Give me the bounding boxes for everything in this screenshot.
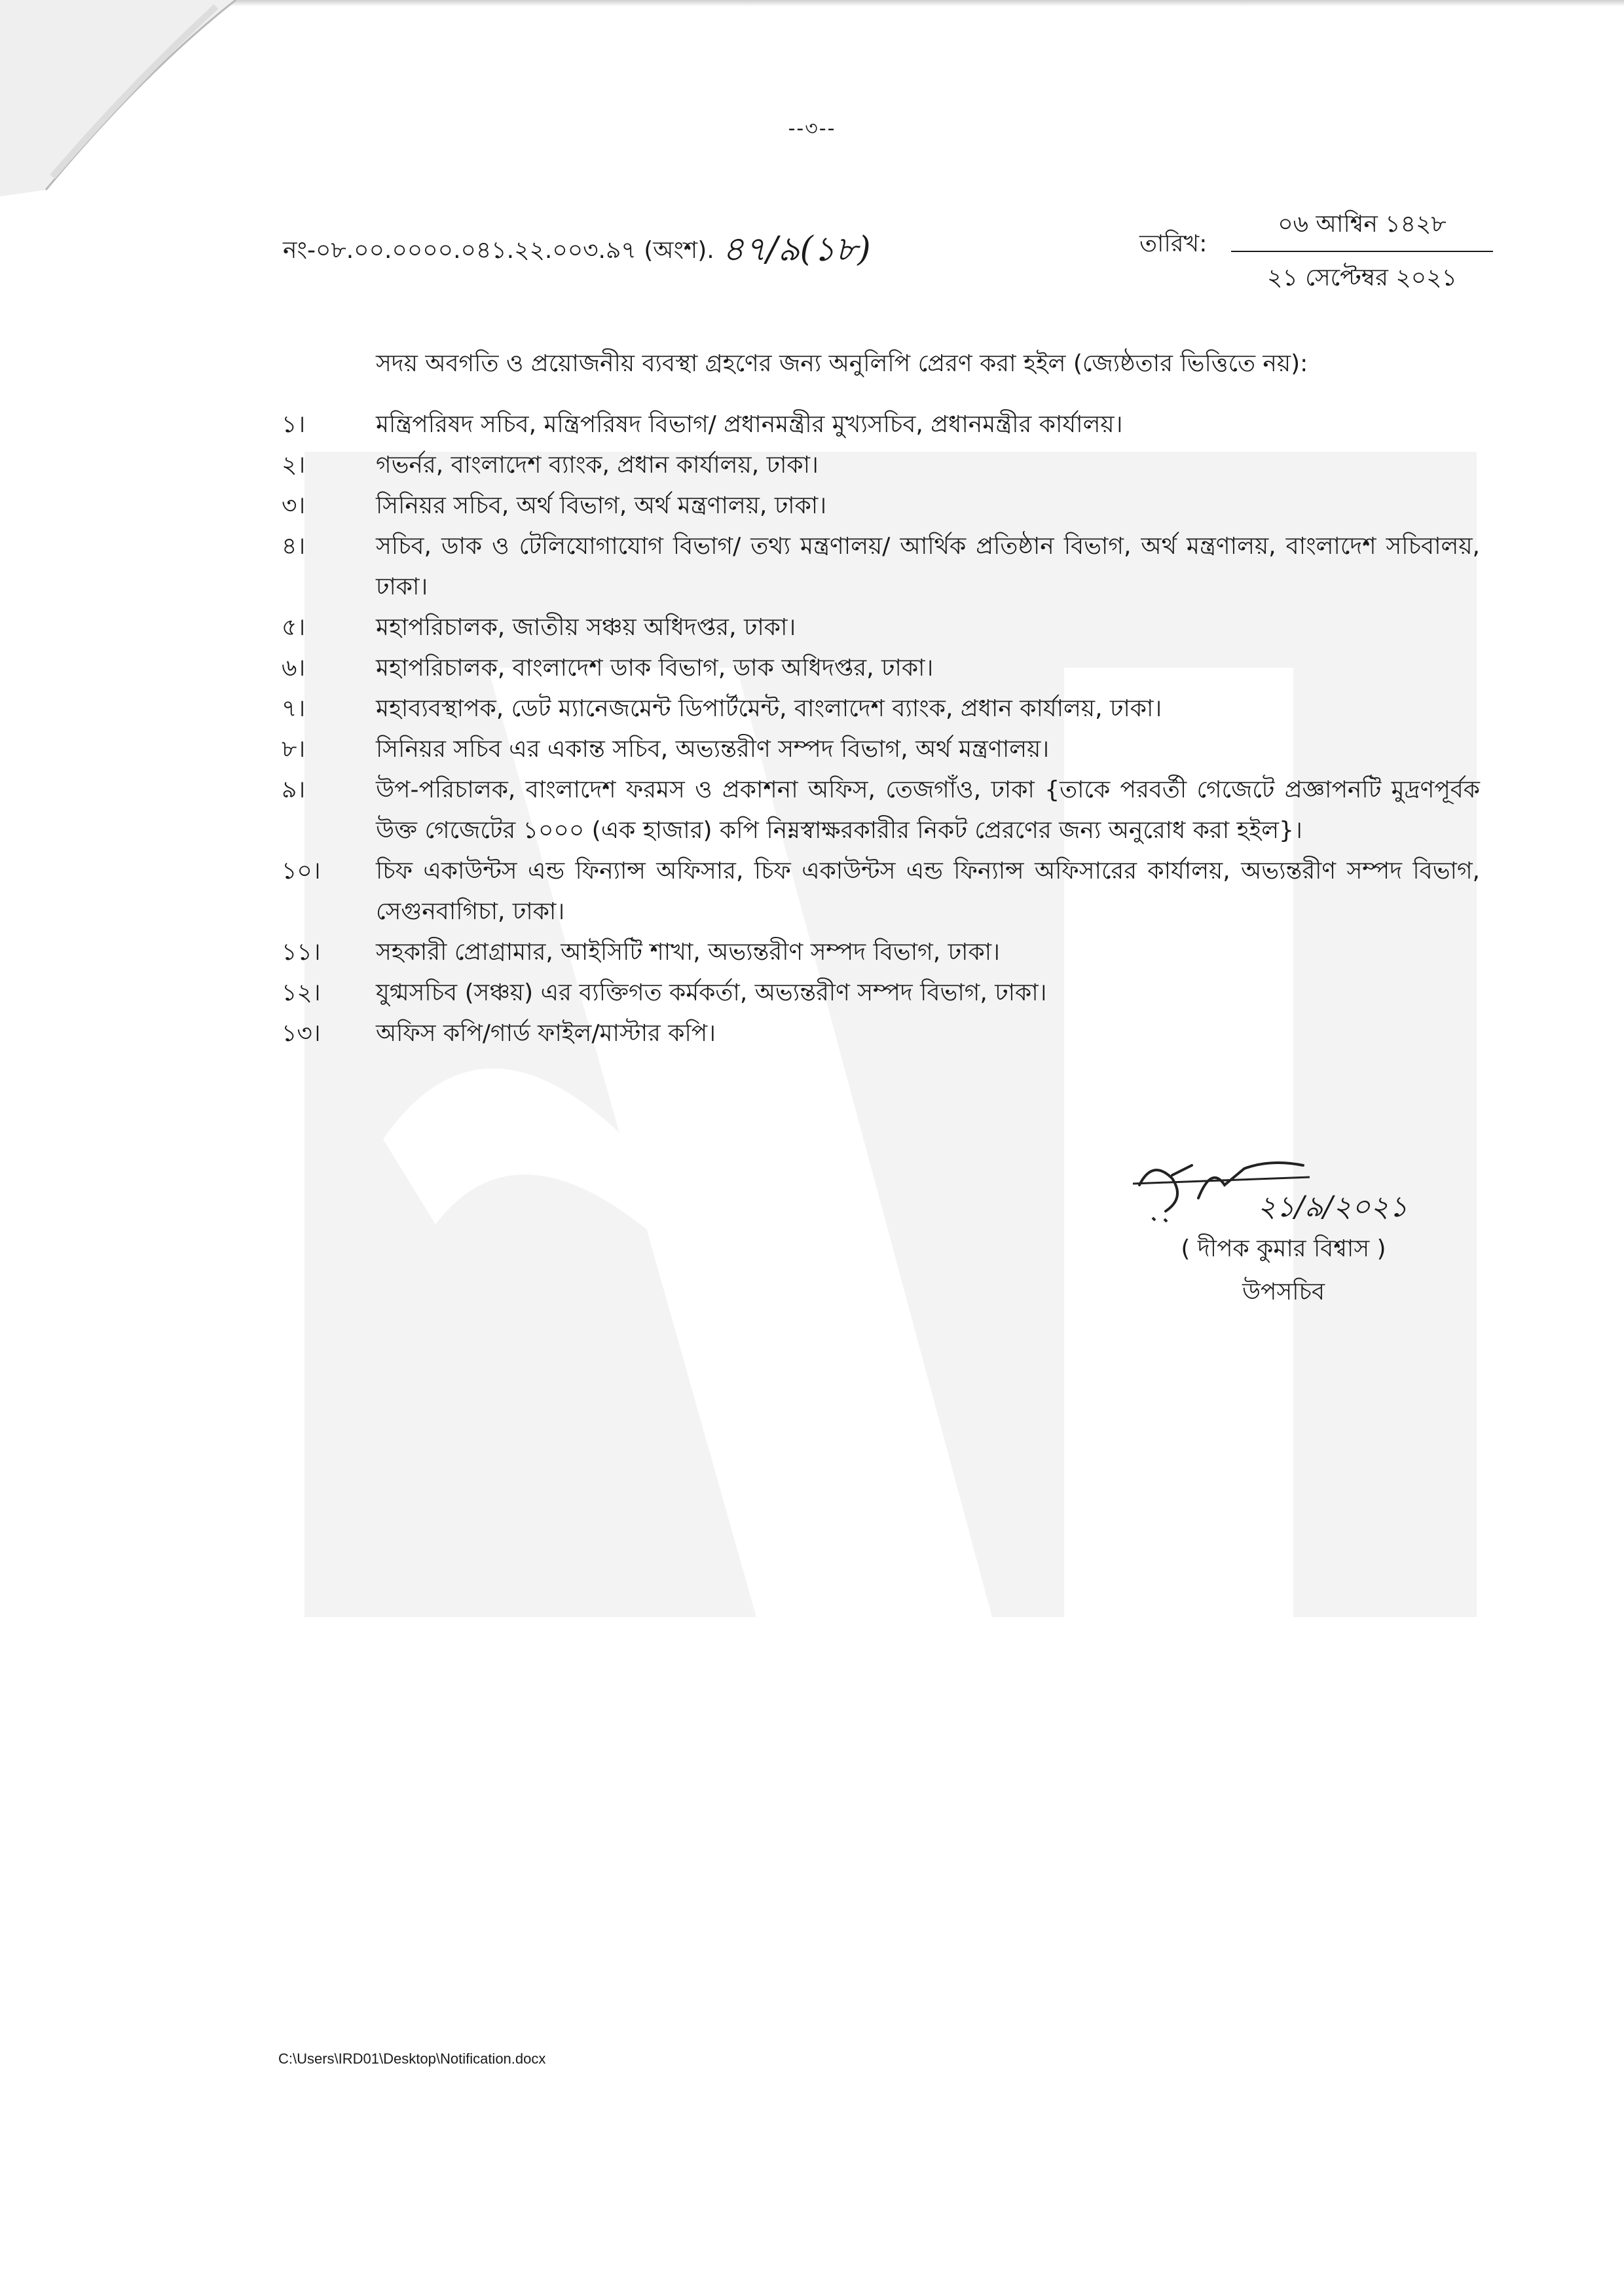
distribution-item-text: সচিব, ডাক ও টেলিযোগাযোগ বিভাগ/ তথ্য মন্ত্রণালয়/ আর্থিক প্রতিষ্ঠান বিভাগ, অর্থ মন্ত্রণালয়, বাংলাদেশ সচিবালয়, ঢাকা। bbox=[376, 533, 1480, 600]
signature-block bbox=[1113, 1139, 1480, 1309]
distribution-item-number: ৮। bbox=[282, 736, 306, 763]
distribution-item bbox=[282, 689, 1480, 729]
distribution-item-text: মন্ত্রিপরিষদ সচিব, মন্ত্রিপরিষদ বিভাগ/ প্রধানমন্ত্রীর মুখ্যসচিব, প্রধানমন্ত্রীর কার্যালয়। bbox=[376, 411, 1123, 438]
date-label: তারিখ: bbox=[1139, 230, 1208, 257]
distribution-item-text: চিফ একাউন্টস এন্ড ফিন্যান্স অফিসার, চিফ একাউন্টস এন্ড ফিন্যান্স অফিসারের কার্যালয়, অভ্যন্তরীণ সম্পদ বিভাগ, সেগুনবাগিচা, ঢাকা। bbox=[376, 858, 1480, 925]
memo-reference bbox=[283, 223, 871, 280]
distribution-item bbox=[282, 770, 1480, 851]
memo-number: নং-০৮.০০.০০০০.০৪১.২২.০০৩.৯৭ (অংশ). bbox=[283, 237, 714, 264]
distribution-item-text: মহাব্যবস্থাপক, ডেট ম্যানেজমেন্ট ডিপার্টমেন্ট, বাংলাদেশ ব্যাংক, প্রধান কার্যালয়, ঢাকা। bbox=[376, 695, 1162, 722]
signature-date: ২১/৯/২০২১ bbox=[1257, 1190, 1408, 1224]
handwritten-memo-number: ৪৭/৯(১৮) bbox=[722, 230, 871, 269]
distribution-item bbox=[282, 526, 1480, 608]
distribution-item bbox=[282, 729, 1480, 770]
distribution-item bbox=[282, 608, 1480, 648]
distribution-item-text: সিনিয়র সচিব, অর্থ বিভাগ, অর্থ মন্ত্রণালয়, ঢাকা। bbox=[376, 492, 827, 519]
distribution-list bbox=[282, 405, 1480, 1054]
distribution-item bbox=[282, 932, 1480, 973]
distribution-item-text: সিনিয়র সচিব এর একান্ত সচিব, অভ্যন্তরীণ সম্পদ বিভাগ, অর্থ মন্ত্রণালয়। bbox=[376, 736, 1050, 763]
english-date: ২১ সেপ্টেম্বর ২০২১ bbox=[1267, 264, 1457, 291]
distribution-item bbox=[282, 486, 1480, 526]
distribution-item bbox=[282, 851, 1480, 932]
distribution-item-text: সহকারী প্রোগ্রামার, আইসিটি শাখা, অভ্যন্তরীণ সম্পদ বিভাগ, ঢাকা। bbox=[376, 939, 1000, 966]
intro-text: সদয় অবগতি ও প্রয়োজনীয় ব্যবস্থা গ্রহণের জন্য অনুলিপি প্রেরণ করা হইল (জ্যেষ্ঠতার ভিত্তিতে নয়): bbox=[376, 350, 1308, 377]
distribution-item-number: ১১। bbox=[282, 939, 321, 966]
distribution-item-text: উপ-পরিচালক, বাংলাদেশ ফরমস ও প্রকাশনা অফিস, তেজগাঁও, ঢাকা {তাকে পরবর্তী গেজেটে প্রজ্ঞাপনটি মুদ্রণপূর্বক উক্ত গেজেটের ১০০০ (এক হাজার) কপি নিম্নস্বাক্ষরকারীর নিকট প্রেরণের জন্য অনুরোধ করা হইল}। bbox=[376, 776, 1480, 844]
distribution-item bbox=[282, 648, 1480, 689]
distribution-item-number: ৪। bbox=[282, 533, 306, 560]
folded-corner bbox=[0, 0, 275, 196]
distribution-item-number: ১। bbox=[282, 411, 306, 438]
distribution-item bbox=[282, 973, 1480, 1013]
date-block bbox=[1231, 206, 1493, 299]
distribution-item-text: গভর্নর, বাংলাদেশ ব্যাংক, প্রধান কার্যালয়, ঢাকা। bbox=[376, 452, 819, 479]
distribution-item-number: ৬। bbox=[282, 655, 306, 682]
distribution-item-text: মহাপরিচালক, বাংলাদেশ ডাক বিভাগ, ডাক অধিদপ্তর, ঢাকা। bbox=[376, 655, 934, 682]
bangla-date: ০৬ আশ্বিন ১৪২৮ bbox=[1231, 206, 1493, 252]
distribution-item-number: ৯। bbox=[282, 776, 306, 803]
file-path-footer: C:\Users\IRD01\Desktop\Notification.docx bbox=[278, 2050, 546, 2067]
distribution-item bbox=[282, 405, 1480, 445]
distribution-item-number: ১২। bbox=[282, 979, 321, 1006]
distribution-item-number: ১৩। bbox=[282, 1020, 321, 1047]
signer-title: উপসচিব bbox=[1242, 1279, 1325, 1305]
distribution-item-number: ৫। bbox=[282, 614, 306, 641]
signer-name: ( দীপক কুমার বিশ্বাস ) bbox=[1181, 1235, 1386, 1262]
distribution-item-number: ৩। bbox=[282, 492, 306, 519]
distribution-item-text: অফিস কপি/গার্ড ফাইল/মাস্টার কপি। bbox=[376, 1020, 716, 1047]
distribution-item bbox=[282, 445, 1480, 486]
distribution-item-number: ২। bbox=[282, 452, 306, 479]
page-number: --৩-- bbox=[788, 117, 836, 140]
distribution-item-text: মহাপরিচালক, জাতীয় সঞ্চয় অধিদপ্তর, ঢাকা। bbox=[376, 614, 796, 641]
distribution-item-number: ১০। bbox=[282, 858, 321, 884]
distribution-item-text: যুগ্মসচিব (সঞ্চয়) এর ব্যক্তিগত কর্মকর্তা, অভ্যন্তরীণ সম্পদ বিভাগ, ঢাকা। bbox=[376, 979, 1047, 1006]
distribution-item-number: ৭। bbox=[282, 695, 306, 722]
distribution-item bbox=[282, 1013, 1480, 1054]
